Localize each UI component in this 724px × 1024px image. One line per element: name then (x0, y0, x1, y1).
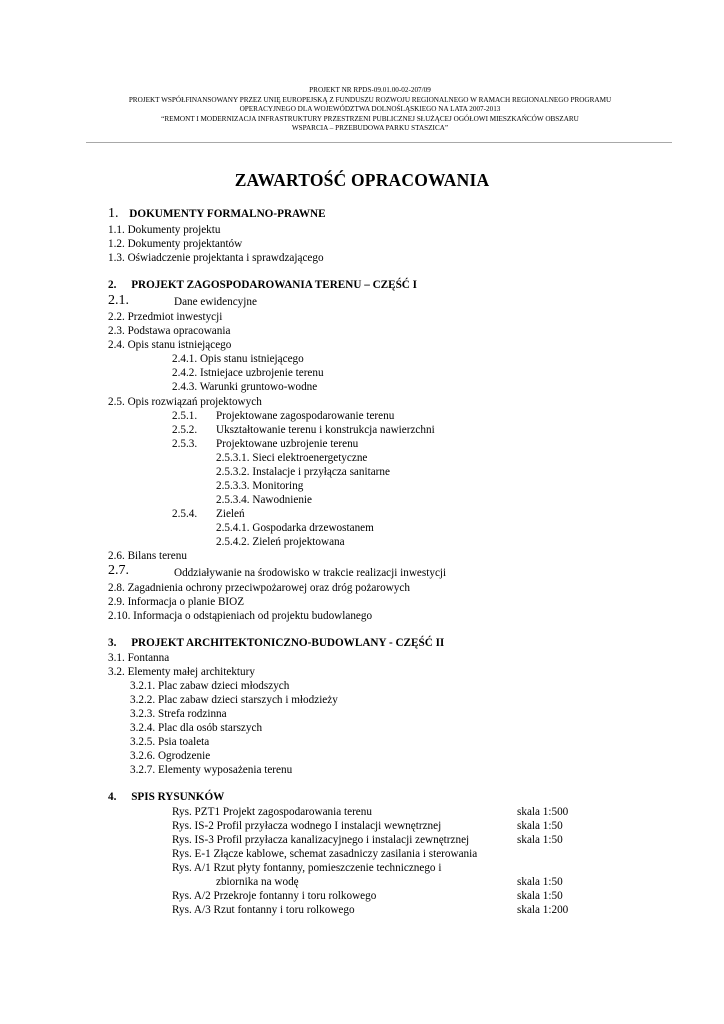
section-2-heading (108, 278, 417, 292)
section-title: PROJEKT ZAGOSPODAROWANIA TERENU – CZĘŚĆ I (131, 279, 418, 291)
section-number: 4. (108, 791, 117, 803)
toc-item: 3.1. Fontanna (108, 652, 170, 664)
section-title: PROJEKT ARCHITEKTONICZNO-BUDOWLANY - CZĘŚĆ II (131, 637, 445, 649)
section-3-heading (108, 636, 444, 650)
section-1-heading (108, 207, 326, 221)
toc-item: 2.4.3. Warunki gruntowo-wodne (172, 381, 318, 393)
toc-item: 1.1. Dokumenty projektu (108, 224, 221, 236)
page-title: ZAWARTOŚĆ OPRACOWANIA (234, 170, 490, 190)
drawing-scale: skala 1:50 (517, 834, 563, 846)
toc-item: 2.4.1. Opis stanu istniejącego (172, 353, 304, 365)
toc-item: 1.2. Dokumenty projektantów (108, 238, 243, 250)
toc-item: 2.4.2. Istniejace uzbrojenie terenu (172, 367, 324, 379)
header-line: PROJEKT WSPÓŁFINANSOWANY PRZEZ UNIĘ EUROPEJSKĄ Z FUNDUSZU ROZWOJU REGIONALNEGO W RAMACH REGIONALNEGO PROGRAMU (128, 95, 612, 104)
drawing-name: Rys. PZT1 Projekt zagospodarowania terenu (172, 806, 372, 818)
toc-item-text: Projektowane uzbrojenie terenu (216, 438, 359, 450)
toc-item: 3.2.3. Strefa rodzinna (130, 708, 227, 720)
toc-item: 2.5.3.3. Monitoring (216, 480, 304, 492)
drawing-scale: skala 1:500 (517, 806, 569, 818)
toc-item: 2.5.3.2. Instalacje i przyłącza sanitarne (216, 466, 390, 478)
header-line: OPERACYJNEGO DLA WOJEWÓDZTWA DOLNOŚLĄSKIEGO NA LATA 2007-2013 (239, 105, 501, 113)
toc-item: 2.7. (108, 563, 129, 578)
toc-item: 2.4. Opis stanu istniejącego (108, 339, 232, 351)
toc-item-number: 2.5.2. (172, 424, 198, 436)
drawing-scale: skala 1:50 (517, 820, 563, 832)
drawing-scale: skala 1:200 (517, 904, 569, 916)
drawing-scale: skala 1:50 (517, 890, 563, 902)
toc-item: 2.6. Bilans terenu (108, 550, 187, 562)
toc-item: 3.2. Elementy małej architektury (108, 666, 255, 678)
toc-item: 3.2.4. Plac dla osób starszych (130, 722, 263, 734)
section-title: SPIS RYSUNKÓW (131, 791, 225, 803)
toc-item-text: Ukształtowanie terenu i konstrukcja nawierzchni (216, 424, 435, 436)
header-line: “REMONT I MODERNIZACJA INFRASTRUKTURY PRZESTRZENI PUBLICZNEJ SŁUŻĄCEJ OGÓŁOWI MIESZKAŃCÓW OBSZARU (161, 114, 579, 123)
toc-item-text: Oddziaływanie na środowisko w trakcie realizacji inwestycji (174, 567, 447, 579)
section-number: 2. (108, 279, 117, 291)
project-header (60, 86, 680, 134)
drawing-name: Rys. A/3 Rzut fontanny i toru rolkowego (172, 904, 355, 916)
toc-item: 3.2.1. Plac zabaw dzieci młodszych (130, 680, 290, 692)
toc-item: 2.3. Podstawa opracowania (108, 325, 231, 337)
drawing-name: Rys. E-1 Złącze kablowe, schemat zasadniczy zasilania i sterowania (172, 848, 478, 860)
toc-item: 3.2.5. Psia toaleta (130, 736, 210, 748)
drawing-name: Rys. A/2 Przekroje fontanny i toru rolkowego (172, 890, 377, 902)
toc-item: 2.9. Informacja o planie BIOZ (108, 596, 245, 608)
drawing-scale: skala 1:50 (517, 876, 563, 888)
header-divider (86, 142, 672, 143)
toc-item: 3.2.7. Elementy wyposażenia terenu (130, 764, 293, 776)
section-title: DOKUMENTY FORMALNO-PRAWNE (129, 208, 326, 220)
toc-item-number: 2.5.1. (172, 410, 198, 422)
header-line: WSPARCIA – PRZEBUDOWA PARKU STASZICA” (291, 124, 449, 132)
toc-item: 2.8. Zagadnienia ochrony przeciwpożarowej oraz dróg pożarowych (108, 582, 410, 594)
toc-item: 2.5.4.1. Gospodarka drzewostanem (216, 522, 374, 534)
toc-item: 2.5.3.4. Nawodnienie (216, 494, 313, 506)
toc-item-number: 2.5.4. (172, 508, 198, 520)
toc-item: 3.2.2. Plac zabaw dzieci starszych i młodzieży (130, 694, 338, 706)
toc-item-text: Projektowane zagospodarowanie terenu (216, 410, 395, 422)
toc-item: 3.2.6. Ogrodzenie (130, 750, 211, 762)
toc-item-text: Zieleń (216, 508, 245, 520)
drawing-name: Rys. IS-3 Profil przyłacza kanalizacyjnego i instalacji zewnętrznej (172, 834, 470, 846)
section-number: 3. (108, 637, 117, 649)
drawing-name: Rys. IS-2 Profil przyłacza wodnego I instalacji wewnętrznej (172, 820, 442, 832)
header-line: PROJEKT NR RPDS-09.01.00-02-207/09 (309, 86, 431, 94)
toc-item: 2.2. Przedmiot inwestycji (108, 311, 223, 323)
toc-item: 2.5.3.1. Sieci elektroenergetyczne (216, 452, 368, 464)
toc-item: 2.5. Opis rozwiązań projektowych (108, 396, 262, 408)
toc-item-number: 2.5.3. (172, 438, 198, 450)
toc-item: 2.10. Informacja o odstąpieniach od projektu budowlanego (108, 610, 373, 622)
toc-item: 1.3. Oświadczenie projektanta i sprawdzającego (108, 252, 324, 264)
toc-item: 2.5.4.2. Zieleń projektowana (216, 536, 345, 548)
toc-item: 2.1. (108, 293, 129, 308)
drawing-name: Rys. A/1 Rzut płyty fontanny, pomieszczenie technicznego i (172, 862, 442, 874)
section-4-heading (108, 790, 224, 804)
drawing-name: zbiornika na wodę (216, 876, 299, 888)
section-number: 1. (108, 206, 119, 221)
toc-item-text: Dane ewidencyjne (174, 296, 257, 308)
